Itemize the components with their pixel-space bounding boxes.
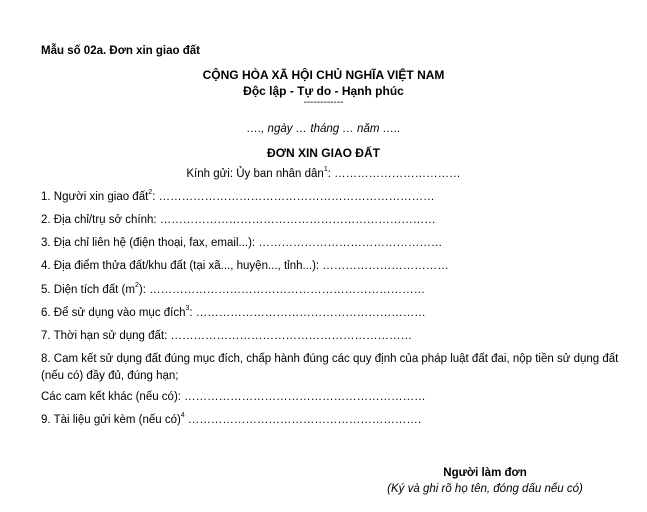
field-attachments [41,414,421,426]
field-label: Các cam kết khác (nếu có): [41,391,185,403]
field-dots: ……………………………………………………… [170,330,412,342]
field-location [41,260,449,272]
motto: Độc lập - Tự do - Hạnh phúc [243,84,404,98]
field-label: 3. Địa chỉ liên hệ (điện thoại, fax, email...): [41,237,259,249]
field-address [41,214,436,226]
field-dots: …………………………… [322,260,449,272]
field-label: 6. Để sử dụng vào mục đích [41,307,186,319]
field-contact [41,237,442,249]
field-label: 7. Thời hạn sử dụng đất: [41,330,171,342]
commitment-text: 8. Cam kết sử dụng đất đúng mục đích, chấp hành đúng các quy định của pháp luật đất đai, nộp tiền sử dụng đất (nếu có) đầy đủ, đúng hạn; [41,353,619,382]
footnote-ref: 1 [323,166,328,173]
signer-title: Người làm đơn [443,467,527,479]
field-dots: ……………………………………………………………… [159,214,436,226]
field-dots: : …………………………………………………… [189,307,426,319]
field-label: 5. Diện tích đất (m [41,284,135,296]
date-line: …., ngày … tháng … năm ….. [246,123,401,135]
footnote-ref: 3 [185,305,190,312]
superscript: 2 [134,282,139,289]
footnote-ref: 4 [180,412,185,419]
field-area [41,284,425,296]
field-label: 1. Người xin giao đất [41,191,149,203]
field-label: 9. Tài liệu gửi kèm (nếu có) [41,414,181,426]
document-title: ĐƠN XIN GIAO ĐẤT [267,146,380,160]
field-label: 2. Địa chỉ/trụ sở chính: [41,214,160,226]
field-applicant [41,191,435,203]
field-dots: ): ……………………………………………………………… [138,284,426,296]
national-title: CỘNG HÒA XÃ HỘI CHỦ NGHĨA VIỆT NAM [202,68,445,82]
field-other-commitments [41,391,426,403]
recipient-line [0,168,647,180]
form-code: Mẫu số 02a. Đơn xin giao đất [41,45,200,57]
field-dots: ……………………………………………………. [184,414,422,426]
field-dots: ……………………………………………………… [184,391,426,403]
field-label: 4. Địa điểm thửa đất/khu đất (tại xã..., huyện..., tỉnh...): [41,260,323,272]
footnote-ref: 2 [148,189,153,196]
separator: ------------ [303,97,344,108]
recipient-label: Kính gửi: Ủy ban nhân dân [186,168,324,180]
field-purpose [41,307,426,319]
recipient-dots: : …………………………… [327,168,461,180]
signer-note: (Ký và ghi rõ họ tên, đóng dấu nếu có) [387,483,583,495]
field-dots: ………………………………………… [258,237,443,249]
field-dots: : ……………………………………………………………… [152,191,435,203]
field-duration [41,330,412,342]
